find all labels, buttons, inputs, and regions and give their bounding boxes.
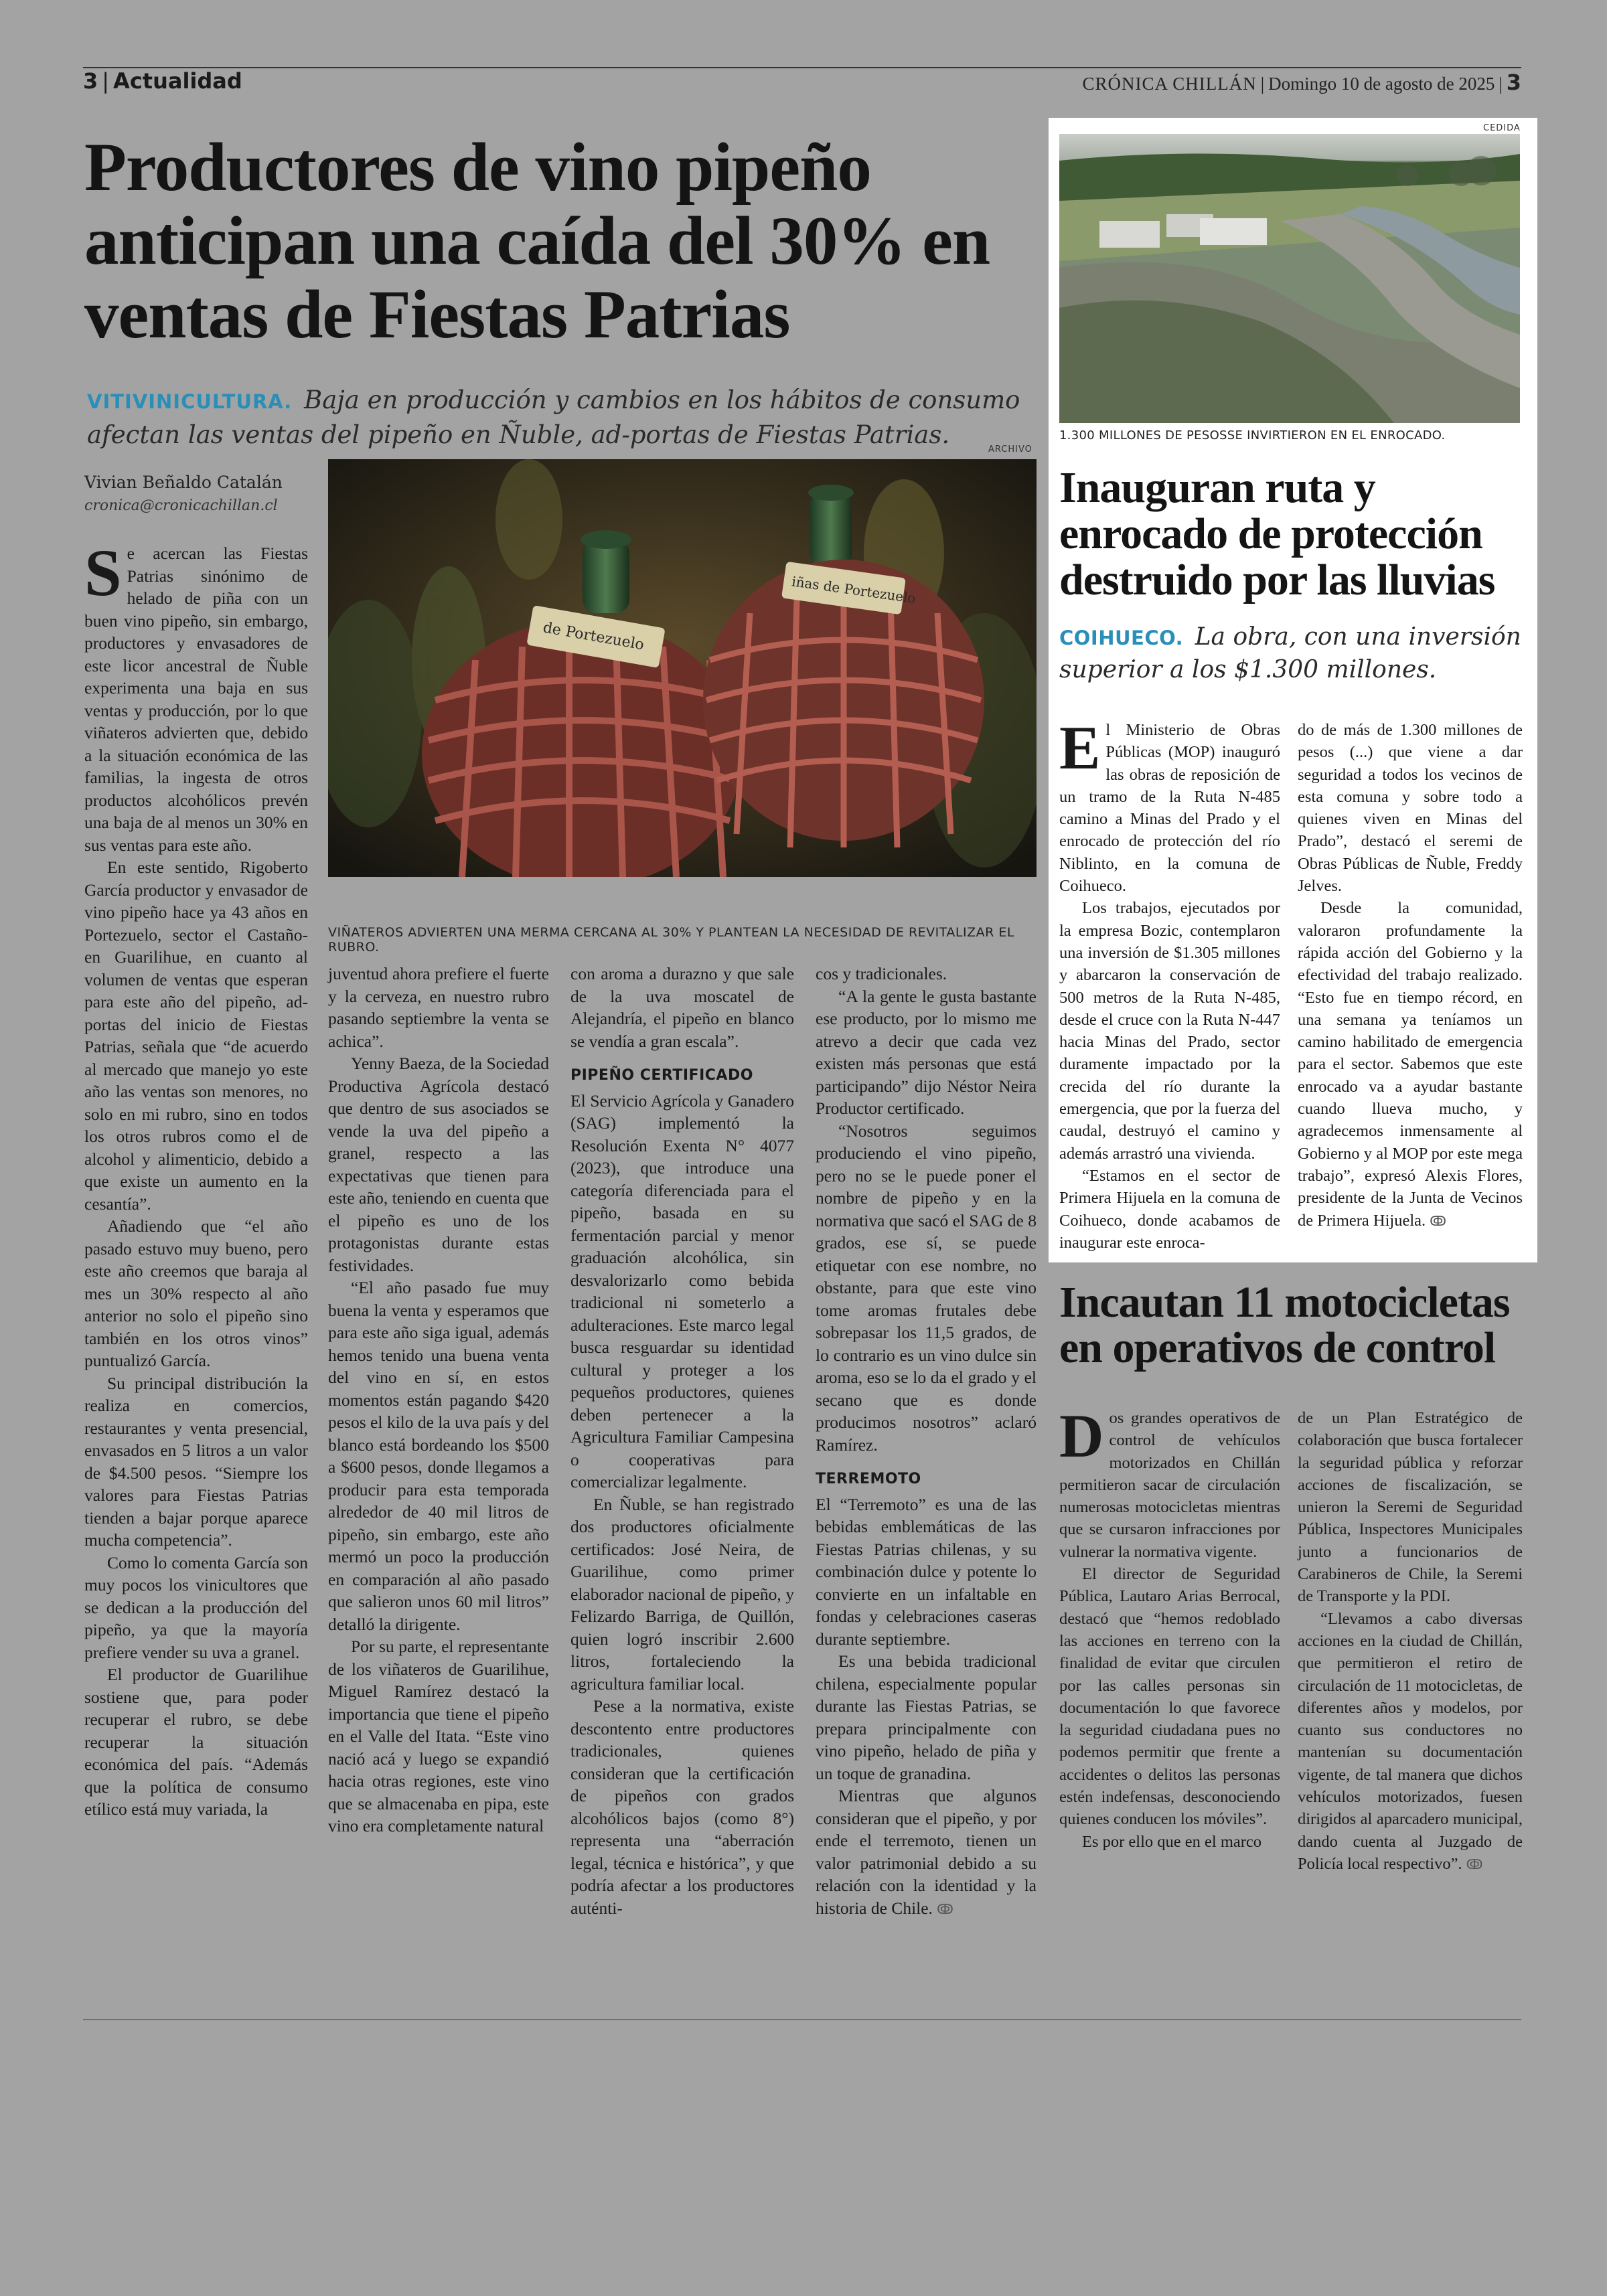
subhead-terremoto: TERREMOTO <box>816 1471 921 1487</box>
main-photo-caption: VIÑATEROS ADVIERTEN UNA MERMA CERCANA AL 30% Y PLANTEAN LA NECESIDAD DE REVITALIZAR EL RUBRO. <box>328 925 1014 955</box>
paragraph: Yenny Baeza, de la Sociedad Productiva Agrícola destacó que dentro de sus asociados se vende la uva del pipeño a granel, respecto a las expectativas que tienen para este año, teniendo en cuenta que el pipeño es uno de los protagonistas durante estas festividades. <box>328 1054 549 1275</box>
paragraph: “El año pasado fue muy buena la venta y esperamos que para este año siga igual, además hemos tenido una buena venta del vino en sí, en estos momentos están pagando $420 pesos el kilo de la uva país y del blanco está bordeando los $500 a $600 pesos, donde llegamos a producir para esta temporada alrededor de 40 mil litros de pipeño, sin embargo, este año mermó un poco la producción en comparación al año pasado que salieron unos 60 mil litros” detalló la dirigente. <box>328 1278 550 1634</box>
paragraph: Añadiendo que “el año pasado estuvo muy bueno, pero este año creemos que baraja al mes un 30% respecto al año anterior no solo el pipeño sino también en los otros vinos” puntualizó García. <box>84 1216 308 1370</box>
side-photo-credit: CEDIDA <box>1483 123 1521 133</box>
section-header: 3 | Actualidad <box>83 68 242 94</box>
bottom-headline: Incautan 11 motocicletas en operativos de control <box>1059 1278 1510 1372</box>
paragraph: Los trabajos, ejecutados por la empresa Bozic, contemplaron una inversión de $1.305 millones y abarcaron la conservación de 500 metros de la Ruta N-485, desde el cruce con la Ruta N-447 hacia Minas del Prado, sector duramente impactado por la crecida del río durante la emergencia, que por la fuerza del caudal, destruyó el camino y además arrastró una vivienda. <box>1059 899 1280 1163</box>
paragraph: “Estamos en el sector de Primera Hijuela en la comuna de Coihueco, donde acabamos de inaugurar este enroca- <box>1059 1166 1280 1252</box>
paragraph: Es por ello que en el marco <box>1082 1832 1262 1851</box>
side-photo-caption: 1.300 MILLONES DE PESOSSE INVIRTIERON EN EL ENROCADO. <box>1059 428 1446 442</box>
main-kicker <box>87 384 1065 452</box>
paragraph-text: Desde la comunidad, valoraron profundamente la rápida acción del Gobierno y la efectividad del trabajo realizado. “Esto fue en tiempo récord, en una semana ya teníamos un camino habilitado de emergencia para el sector. Sabemos que este enrocado va a ayudar bastante cuando llueva mucho, y agradecemos inmensamente al Gobierno y al MOP por este mega trabajo”, expresó Alexis Flores, presidente de la Junta de Vecinos de Primera Hijuela. <box>1298 899 1523 1230</box>
paragraph <box>1298 897 1523 1232</box>
paragraph: e acercan las Fiestas Patrias sinónimo de helado de piña con un buen vino pipeño, sin embargo, productores y envasadores de este licor ancestral de Ñuble experimenta una baja en sus ventas y producción, por lo que viñateros advierten que, debido a la situación económica de las familias, la ingesta de otros productos alcohólicos prevén una baja de al menos un 30% en sus ventas para este año. <box>84 544 308 855</box>
bottom-rule <box>83 2019 1521 2020</box>
side-column-1 <box>1059 714 1280 1254</box>
author-byline: Vivian Beñaldo Catalán <box>84 473 283 492</box>
paragraph: con aroma a durazno y que sale de la uva moscatel de Alejandría, el pipeño en blanco se vendía a gran escala”. <box>570 964 794 1051</box>
section-name: Actualidad <box>113 68 242 94</box>
main-column-4 <box>816 963 1037 1921</box>
paragraph: cos y tradicionales. <box>816 964 947 983</box>
main-column-2 <box>328 963 549 1837</box>
paragraph: Pese a la normativa, existe descontento entre productores tradicionales, quienes consideran que la certificación de pipeños con grados alcohólicos bajos (como 8°) representa una “aberración legal, técnica e histórica”, y que podría afectar a los productores auténti- <box>570 1696 794 1918</box>
paragraph: El director de Seguridad Pública, Lautaro Arias Berrocal, destacó que “hemos redoblado las acciones en terreno con la finalidad de evitar que circulen por las calles personas sin documentación lo que favorece la seguridad ciudadana pues no podemos permitir que frente a accidentes o delitos las personas estén indefensas, desconociendo quienes conducen los móviles”. <box>1059 1565 1280 1829</box>
issue-date: Domingo 10 de agosto de 2025 <box>1268 74 1495 94</box>
paragraph: “A la gente le gusta bastante ese producto, por lo mismo me atrevo a decir que cada vez existen más personas que está participando” dijo Néstor Neira Productor certificado. <box>816 986 1037 1118</box>
paragraph <box>816 1785 1037 1921</box>
side-drop-cap: E <box>1059 714 1101 782</box>
bottom-column-2 <box>1298 1407 1523 1876</box>
paragraph: El “Terremoto” es una de las bebidas emblemáticas de las Fiestas Patrias chilenas, y su combinación dulce y potente lo convierte en un infaltable en fondas y celebraciones caseras durante septiembre. <box>816 1494 1037 1649</box>
paragraph: l Ministerio de Obras Públicas (MOP) inauguró las obras de reposición de un tramo de la Ruta N-485 camino a Minas del Prado y el enrocado de protección del río Niblinto, en la comuna de Coihueco. <box>1059 721 1280 896</box>
page-number-right: 3 <box>1506 70 1521 95</box>
end-ornament-icon: ↂ <box>1430 1214 1447 1229</box>
paragraph: Como lo comenta García son muy pocos los vinicultores que se dedican a la producción del pipeño, ya que la mayoría prefiere vender su uva a granel. <box>84 1552 308 1662</box>
side-headline: Inauguran ruta y enrocado de protección destruido por las lluvias <box>1059 463 1495 604</box>
bottom-column-1 <box>1059 1402 1280 1853</box>
bottle-label-left: de Portezuelo <box>541 619 645 654</box>
kicker-text: Baja en producción y cambios en los hábitos de consumo afectan las ventas del pipeño en Ñuble, ad-portas de Fiestas Patrias. <box>87 386 1020 449</box>
paragraph: do de más de 1.300 millones de pesos (...) que viene a dar seguridad a todos los vecinos de esta comuna y sobre todo a quienes viven en Minas del Prado”, destacó el seremi de Obras Públicas de Ñuble, Freddy Jelves. <box>1298 721 1523 896</box>
paragraph: El productor de Guarilihue sostiene que, para poder recuperar el rubro, se debe recuperar la situación económica del país. “Además que la política de consumo etílico está muy variada, la <box>84 1665 308 1819</box>
paragraph-text: “Llevamos a cabo diversas acciones en la ciudad de Chillán, que permitieron el retiro de circulación de 11 motocicletas, de diferentes años y modelos, por cuanto sus conductores no mantenían su documentación vigente, de tal manera que dichos vehículos motorizados, fuesen dirigidos al aparcadero municipal, dando cuenta al Juzgado de Policía local respectivo”. <box>1298 1609 1523 1873</box>
paragraph: En Ñuble, se han registrado dos productores oficialmente certificados: José Neira, de Guarilihue, como primer elaborador nacional de pipeño, y Felizardo Barriga, de Quillón, quien logró inscribir 2.600 litros, fortaleciendo la agricultura familiar local. <box>570 1494 794 1694</box>
author-email: cronica@cronicachillan.cl <box>84 497 278 514</box>
paragraph <box>1298 1608 1523 1877</box>
end-ornament-icon: ↂ <box>1466 1857 1483 1872</box>
top-rule <box>83 67 1521 68</box>
main-column-3 <box>570 963 794 1919</box>
main-photo-wine-jugs <box>328 459 1037 877</box>
page-number-left: 3 <box>83 68 98 94</box>
bottom-drop-cap: D <box>1059 1402 1104 1470</box>
paragraph: Por su parte, el representante de los viñateros de Guarilihue, Miguel Ramírez destacó la importancia que tiene el pipeño en el Valle del Itata. “Este vino nació acá y luego se expandió hacia otras regiones, este vino que se almacenaba en pipa, este vino era completamente natural <box>328 1637 549 1835</box>
subhead-pipeno-certificado: PIPEÑO CERTIFICADO <box>570 1067 753 1084</box>
side-kicker <box>1059 621 1528 686</box>
paragraph-text: Mientras que algunos consideran que el pipeño, y por ende el terremoto, tienen un valor patrimonial debido a su relación con la identidad y la historia de Chile. <box>816 1786 1037 1918</box>
newspaper-name: CRÓNICA CHILLÁN <box>1082 74 1257 94</box>
paragraph: de un Plan Estratégico de colaboración que busca fortalecer la seguridad pública y reforzar acciones de fiscalización, se unieron la Seremi de Seguridad Pública, Inspectores Municipales junto a funcionarios de Carabineros de Chile, la Seremi de Transporte y la PDI. <box>1298 1409 1523 1606</box>
kicker-tag: VITIVINICULTURA. <box>87 390 293 413</box>
paragraph: Es una bebida tradicional chilena, especialmente popular durante las Fiestas Patrias, se prepara principalmente con vino pipeño, helado de piña y un toque de granadina. <box>816 1651 1037 1783</box>
paragraph: juventud ahora prefiere el fuerte y la cerveza, en nuestro rubro pasando septiembre la venta se achica”. <box>328 964 549 1051</box>
main-headline: Productores de vino pipeño anticipan una caída del 30% en ventas de Fiestas Patrias <box>84 129 990 353</box>
paragraph: os grandes operativos de control de vehículos motorizados en Chillán permitieron sacar de circulación numerosas motocicletas mientras que se cursaron infracciones por vulnerar la normativa vigente. <box>1059 1409 1280 1561</box>
side-photo-enrocado <box>1059 134 1520 423</box>
side-kicker-tag: COIHUECO. <box>1059 627 1184 649</box>
end-ornament-icon: ↂ <box>936 1902 953 1917</box>
side-column-2 <box>1298 719 1523 1233</box>
paragraph: Su principal distribución la realiza en comercios, restaurantes y venta presencial, envasados en 5 litros a un valor de $4.500 pesos. “Siempre los valores para Fiestas Patrias tienden a bajar porque aparece mucha competencia”. <box>84 1373 308 1550</box>
drop-cap: S <box>84 536 122 610</box>
paragraph: “Nosotros seguimos produciendo el vino pipeño, pero no se le puede poner el nombre de pipeño y en la normativa que sacó el SAG de 8 grados, ese sí, se puede etiquetar con ese nombre, no obstante, para que este vino tome aromas frutales debe sobrepasar los 11,5 grados, de lo contrario es un vino dulce sin aroma, eso se lo da el grado y el secano que es donde producimos nosotros” aclaró Ramírez. <box>816 1121 1037 1455</box>
photo-credit: ARCHIVO <box>988 444 1032 455</box>
paper-header: CRÓNICA CHILLÁN | Domingo 10 de agosto de 2025 | 3 <box>1082 70 1521 95</box>
bottle-label-right: iñas de Portezuelo <box>790 573 917 606</box>
paragraph: El Servicio Agrícola y Ganadero (SAG) implementó la Resolución Exenta N° 4077 (2023), que introduce una categoría diferenciada para el pipeño, basada en su fermentación parcial y menor graduación alcohólica, sin desvalorizarlo como bebida tradicional ni someterlo a adulteraciones. Este marco legal busca resguardar su identidad cultural y proteger a los pequeños productores, quienes deben pertenecer a la Agricultura Familiar Campesina o cooperativas para comercializar legalmente. <box>570 1090 794 1491</box>
side-kicker-text: La obra, con una inversión superior a los $1.300 millones. <box>1059 623 1521 683</box>
main-column-1 <box>84 536 308 1821</box>
paragraph: En este sentido, Rigoberto García productor y envasador de vino pipeño hace ya 43 años en Portezuelo, sector el Castaño- en Guarilihue, en cuanto al volumen de ventas que esperan para este año del pipeño, ad-portas del inicio de Fiestas Patrias, señala que “de acuerdo al mercado que manejo yo este año las ventas son menores, no solo en mi rubro, sino en todos los otros rubros como el de alcohol y alimenticio, debido a que existe un aumento en la cesantía”. <box>84 857 308 1214</box>
